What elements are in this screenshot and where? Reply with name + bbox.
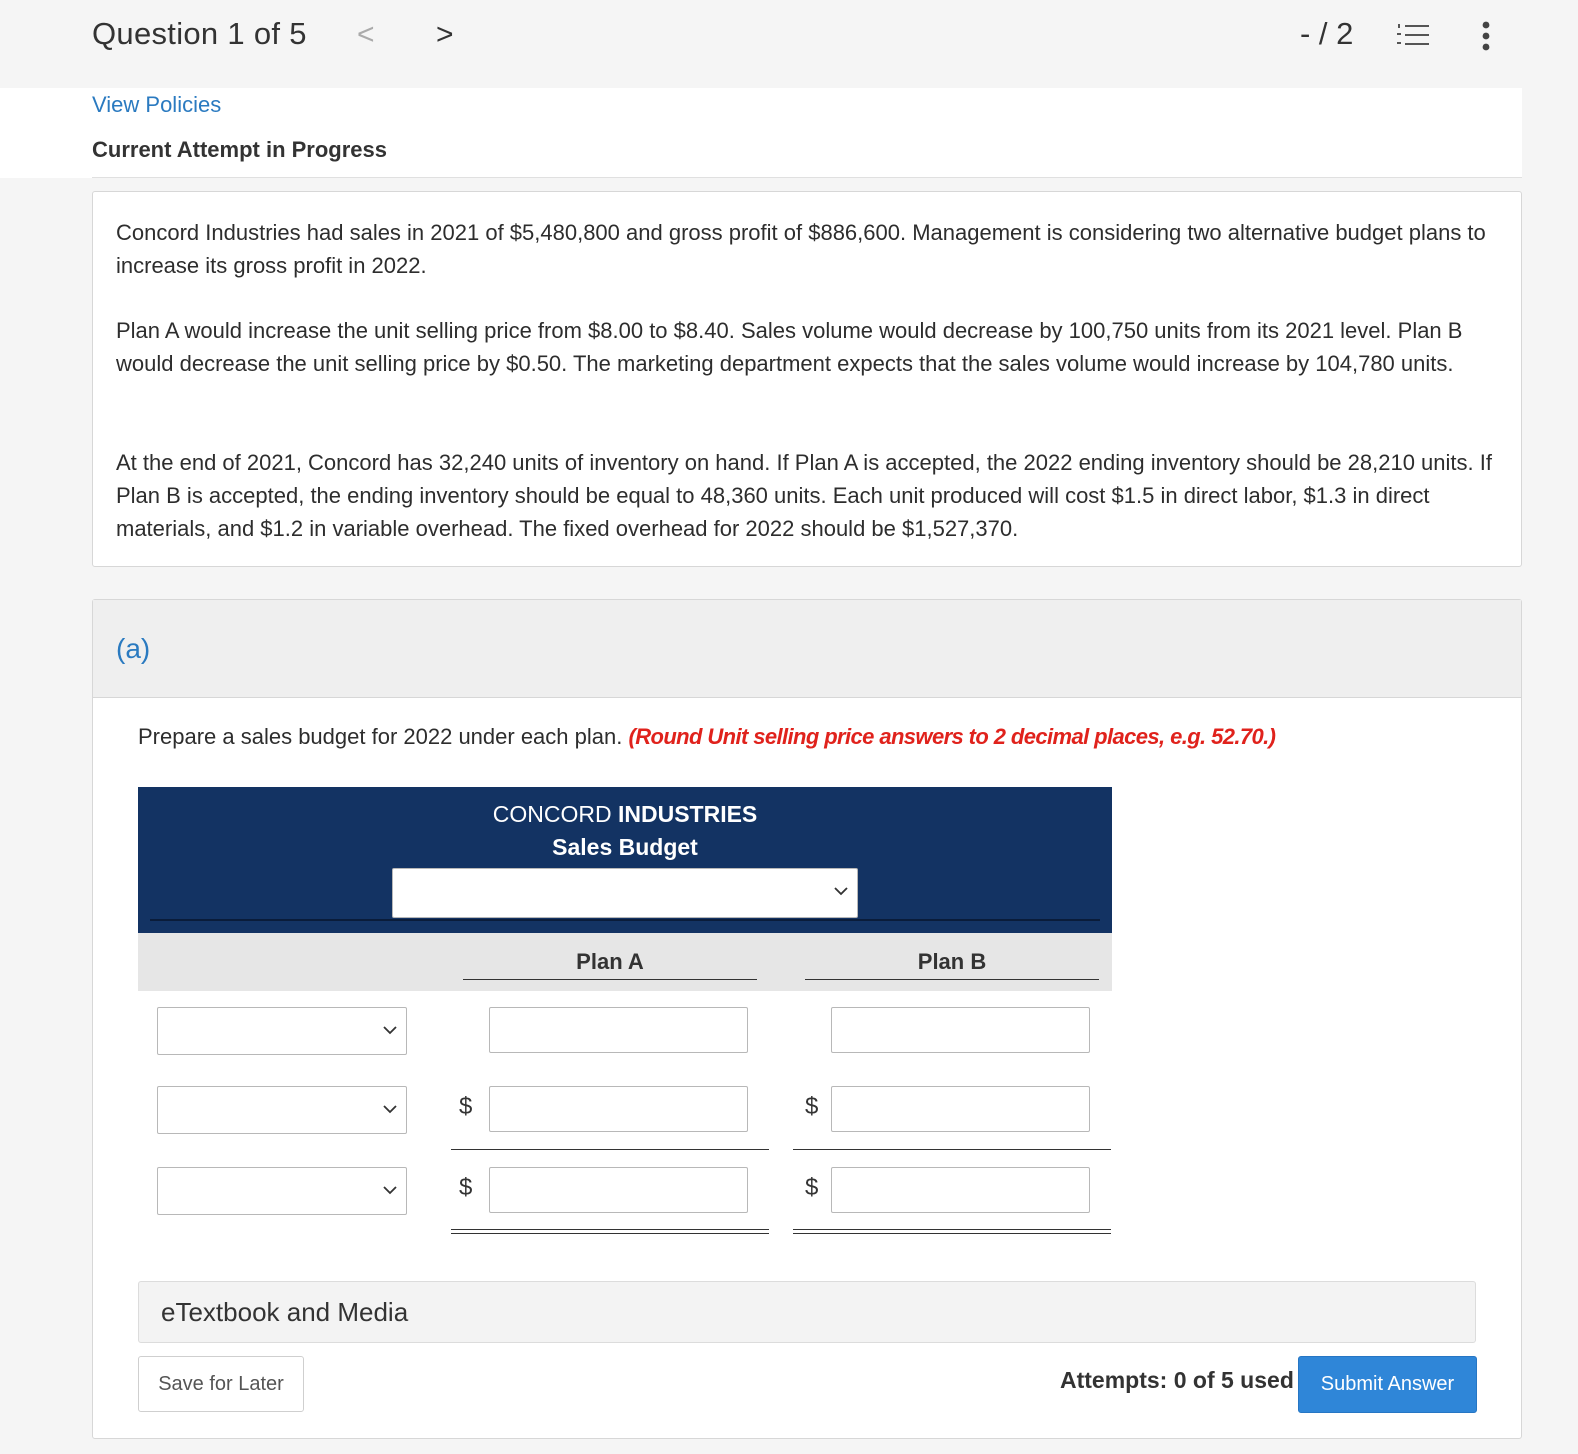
- question-text-box: [92, 191, 1522, 567]
- header-divider: [150, 919, 1100, 921]
- row-3-plan-b-input[interactable]: [831, 1167, 1090, 1213]
- part-label: (a): [116, 633, 151, 664]
- chevron-right-icon[interactable]: >: [436, 18, 454, 51]
- score-display: - / 2: [1300, 16, 1354, 51]
- currency-symbol: $: [805, 1093, 819, 1120]
- row-1-plan-b-input[interactable]: [831, 1007, 1090, 1053]
- total-double-rule: [451, 1233, 769, 1234]
- submit-answer-button[interactable]: Submit Answer: [1298, 1356, 1477, 1413]
- column-header-plan-b: Plan B: [917, 949, 987, 974]
- row-2-plan-b-input[interactable]: [831, 1086, 1090, 1132]
- row-1-label-dropdown[interactable]: [157, 1007, 407, 1055]
- question-paragraph-3: At the end of 2021, Concord has 32,240 units of inventory on hand. If Plan A is accepted, the 2022 ending inventory should be 28,210 units. If Plan B is accepted, the ending inventory should be equal to 48,360 units. Each unit produced will cost $1.5 in direct labor, $1.3 in direct materials, and $1.2 in variable overhead. The fixed overhead for 2022 should be $1,527,370.: [116, 450, 1492, 541]
- more-vertical-icon[interactable]: [1478, 20, 1494, 52]
- attempts-counter: Attempts: 0 of 5 used: [1060, 1367, 1294, 1393]
- save-for-later-button[interactable]: Save for Later: [138, 1356, 304, 1412]
- chevron-down-icon: [833, 883, 849, 899]
- period-dropdown[interactable]: [392, 868, 858, 918]
- chevron-down-icon: [382, 1022, 398, 1038]
- question-paragraph-1: Concord Industries had sales in 2021 of $5,480,800 and gross profit of $886,600. Management is considering two alternative budget plans to increase its gross profit in 2022.: [116, 220, 1486, 278]
- company-name: [138, 801, 1112, 828]
- company-name-prefix: CONCORD: [492, 801, 612, 827]
- chevron-down-icon: [382, 1182, 398, 1198]
- column-header-plan-a: Plan A: [576, 949, 644, 974]
- row-2-plan-a-input[interactable]: [489, 1086, 748, 1132]
- view-policies-link[interactable]: View Policies: [92, 92, 222, 117]
- budget-header: [138, 787, 1112, 933]
- column-header-row: [138, 933, 1112, 991]
- row-3-plan-a-input[interactable]: [489, 1167, 748, 1213]
- chevron-left-icon[interactable]: <: [357, 18, 375, 51]
- attempt-status: Current Attempt in Progress: [92, 137, 388, 162]
- row-2-label-dropdown[interactable]: [157, 1086, 407, 1134]
- subtotal-rule: [793, 1149, 1111, 1150]
- attempt-panel: [0, 88, 1522, 178]
- rounding-note: (Round Unit selling price answers to 2 decimal places, e.g. 52.70.): [628, 724, 1276, 749]
- column-header-underline: [805, 979, 1099, 980]
- currency-symbol: $: [459, 1093, 473, 1120]
- divider: [92, 177, 1522, 178]
- total-double-rule: [451, 1229, 769, 1230]
- etextbook-label: eTextbook and Media: [161, 1297, 409, 1327]
- subtotal-rule: [451, 1149, 769, 1150]
- instructions: [138, 724, 1275, 750]
- currency-symbol: $: [459, 1174, 473, 1201]
- column-header-underline: [463, 979, 757, 980]
- row-3-label-dropdown[interactable]: [157, 1167, 407, 1215]
- part-header: [93, 600, 1521, 698]
- numbered-list-icon[interactable]: [1396, 20, 1432, 50]
- instruction-text: Prepare a sales budget for 2022 under each plan.: [138, 724, 623, 749]
- question-counter: Question 1 of 5: [92, 16, 307, 51]
- question-paragraph-2: Plan A would increase the unit selling price from $8.00 to $8.40. Sales volume would decrease by 100,750 units from its 2021 level. Plan B would decrease the unit selling price by $0.50. The marketing department expects that the sales volume would increase by 104,780 units.: [116, 318, 1463, 376]
- currency-symbol: $: [805, 1174, 819, 1201]
- row-1-plan-a-input[interactable]: [489, 1007, 748, 1053]
- total-double-rule: [793, 1229, 1111, 1230]
- total-double-rule: [793, 1233, 1111, 1234]
- company-name-suffix: INDUSTRIES: [617, 801, 758, 827]
- budget-title: Sales Budget: [552, 834, 698, 860]
- etextbook-media-panel[interactable]: [138, 1281, 1476, 1343]
- chevron-down-icon: [382, 1101, 398, 1117]
